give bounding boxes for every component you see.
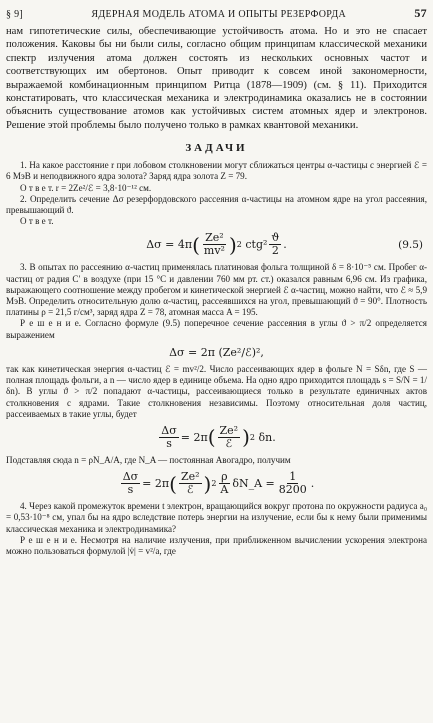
problem-4-text: 4. Через какой промежуток времени t электрон, вращающийся вокруг протона по окружности радиуса a₀ = 0,53·10⁻⁸ см, упал бы на ядро вследствие потерь энергии на излучение, если бы к нему были применимы классическая механика и электродинамика? [6, 501, 427, 534]
formula-fraction-1: $\frac{\Delta\sigma}{s}$ = 2π ( $\frac{\text{Ze²}}{\text{ℰ}}$ ) 2 δn. [161, 423, 276, 450]
problem-3-solution-mid: так как кинетическая энергия α-частиц ℰ = mv²/2. Число рассеивающих ядер в фольге N = Sδn, где S — полная площадь фольги, а n — число ядер в единице объема. На одно ядро приходится площадь s = S/N = 1/δn). В углы ϑ > π/2 попадают α-частицы, рассеивающиеся только в результате единичных актов столкновения с ядрами. Такие столкновения независимы. Поэтому относительная доля частиц, рассеиваемых в такие углы, будет [6, 363, 427, 419]
formula-cross-section: Δσ = 2π (Ze²/ℰ)², [169, 345, 264, 359]
formula-9-5-angle: $\frac{ϑ}{2}$ [271, 231, 280, 258]
page-header [6, 6, 427, 21]
problem-1-text: 1. На какое расстояние r при лобовом столкновении могут сближаться центры α-частицы с энергией ℰ = 6 МэВ и неподвижного ядра золота? Заряд ядра золота Z = 79. [6, 160, 427, 182]
formula-9-5-fraction: $\frac{\text{Ze²}}{\text{mv²}}$ [203, 231, 225, 258]
section-title: ЗАДАЧИ [185, 142, 248, 155]
problem-3-solution-after: Подставляя сюда n = ρN_A/A, где N_A — постоянная Авогадро, получим [6, 454, 291, 465]
problem-3-text: 3. В опытах по рассеянию α-частиц применялась платиновая фольга толщиной δ = 8·10⁻⁵ см. Пробег α-частиц от радия C′ в воздухе (при 15 °С и давлении 760 мм рт. ст.) оказался равным 6,96 см. Из графика, выражающего соотношение между пробегом и кинетической энергией ℰ α-частиц, можно найти, что ℰ ≈ 5,9 МэВ. Определить относительную долю α-частиц, рассеявшихся на угол, превышающий ϑ = 90°. Плотность платины ρ = 21,5 г/см³, заряд ядра Z = 78, атомная масса A = 195. [6, 262, 427, 318]
problem-2-answer-label: О т в е т. [20, 216, 54, 227]
formula-9-5: Δσ = 4π ( $\frac{\text{Ze²}}{\text{mv²}}$ ) 2 ctg² $\frac{ϑ}{2}$ . (9.5) [146, 231, 423, 258]
problem-2-text: 2. Определить сечение Δσ резерфордовского рассеяния α-частицы на атомном ядре на угол рассеяния, превышающий ϑ. [6, 193, 427, 216]
formula-9-5-lhs: Δσ = 4π [146, 238, 193, 252]
problem-4-solution: Р е ш е н и е. Несмотря на наличие излучения, при приближенном вычислении ускорения электрона можно пользоваться формулой |v̇| = v²/a, где [6, 534, 427, 556]
equation-number: (9.5) [398, 238, 423, 251]
problem-3-solution-intro: Р е ш е н и е. Согласно формуле (9.5) поперечное сечение рассеяния в углы ϑ > π/2 определяется выражением [6, 318, 427, 340]
section-ref: § 9] [6, 9, 24, 20]
intro-paragraph: нам гипотетические силы, обеспечивающие устойчивость атома. Но и это не спасает положения. Каковы бы ни были силы, согласно общим принципам классической механики спектр излучения атома должен состоять из нескольких основных частот и соответствующих им обертонов. Опыт приводит к совсем иной закономерности, выражаемой комбинационным принципом Ритца (1878—1909) (см. § 11). Приходится констатировать, что классическая механика и электродинамика оказались не в состоянии объяснить существование атомов как устойчивых систем атомных ядер и электронов. Решение этой проблемы было получено только в рамках квантовой механики. [6, 26, 427, 131]
formula-fraction-2: $\frac{\Delta\sigma}{s}$ = 2π ( $\frac{\text{Ze²}}{\text{ℰ}}$ ) 2 $\frac{\rho}{A}$ δN_A = $\frac{1}{8200}$ . [122, 470, 315, 497]
problem-1-answer: О т в е т. r = 2Ze²/ℰ = 3,8·10⁻¹² см. [20, 182, 152, 193]
running-title: ЯДЕРНАЯ МОДЕЛЬ АТОМА И ОПЫТЫ РЕЗЕРФОРДА [91, 9, 347, 20]
page-number: 57 [414, 6, 427, 20]
